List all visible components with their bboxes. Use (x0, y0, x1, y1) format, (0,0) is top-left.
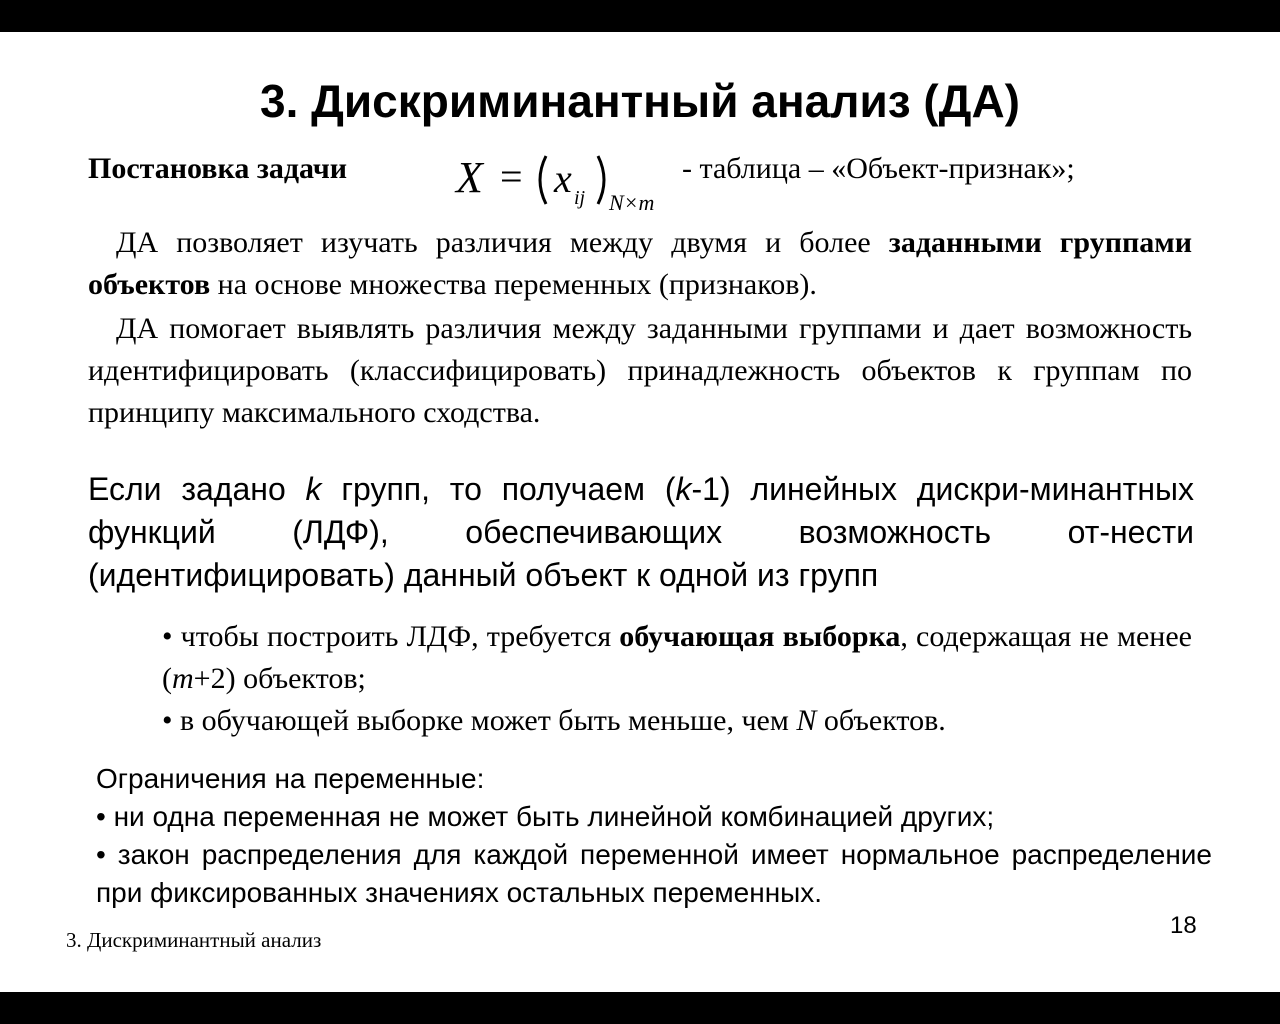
slide-title: 3. Дискриминантный анализ (ДА) (259, 75, 1020, 127)
bullet-training-sample: • чтобы построить ЛДФ, требуется обучающая выборка, содержащая не менее (m+2) объектов; (162, 620, 1192, 695)
training-bullets (162, 616, 1192, 742)
formula-left-paren (540, 156, 546, 204)
paragraph-ldf: Если задано k групп, то получаем (k-1) линейных дискри-минантных функций (ЛДФ), обеспечивающих возможность от-нести (идентифицировать) данный объект к одной из групп (88, 471, 1195, 593)
limit-item-normal: • закон распределения для каждой переменной имеет нормальное распределение при фиксированных значениях остальных переменных. (96, 839, 1212, 908)
setup-label: Постановка задачи (88, 152, 348, 185)
formula-right-paren (598, 156, 604, 204)
setup-description: - таблица – «Объект-признак»; (682, 152, 1075, 185)
paragraph-purpose: ДА позволяет изучать различия между двумя и более заданными группами объектов на основе множества переменных (признаков). (88, 226, 1192, 301)
page-number: 18 (1170, 912, 1197, 939)
paragraph-identification: ДА помогает выявлять различия между заданными группами и дает возможность идентифицировать (классифицировать) принадлежность объектов к группам по принципу максимального сходства. (88, 312, 1192, 429)
formula-var: x (554, 156, 572, 201)
limit-item-linear: • ни одна переменная не может быть линейной комбинацией других; (96, 801, 995, 832)
variable-limits (96, 760, 1212, 912)
slide (0, 32, 1280, 992)
limits-heading: Ограничения на переменные: (96, 763, 485, 794)
formula-eq: = (500, 154, 523, 199)
footer-caption: 3. Дискриминантный анализ (66, 928, 322, 952)
matrix-formula (454, 144, 684, 214)
formula-lhs: X (456, 153, 483, 202)
emphasis-groups: заданными группами объектов (88, 226, 1192, 301)
bullet-sample-size: • в обучающей выборке может быть меньше, чем N объектов. (162, 704, 946, 737)
formula-dims: N×m (609, 190, 655, 214)
formula-sub: ij (574, 187, 586, 209)
